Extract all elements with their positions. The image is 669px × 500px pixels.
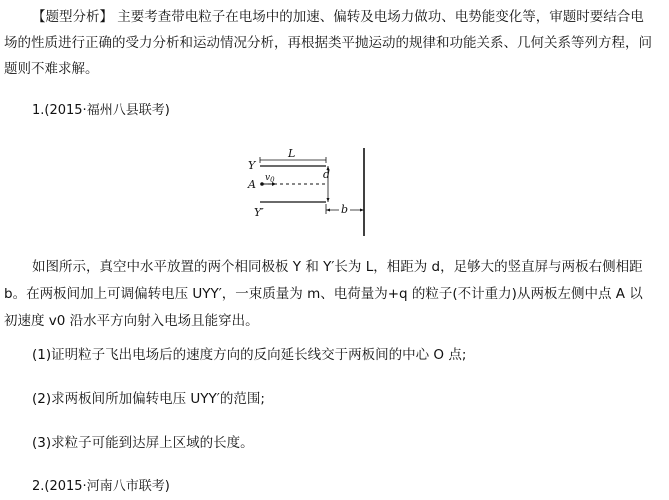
label-y-prime: Y′ — [254, 206, 264, 219]
intro-heading: 【题型分析】 — [32, 9, 113, 25]
label-y: Y — [248, 159, 256, 172]
deflection-plates-diagram — [232, 140, 392, 240]
label-b: b — [341, 203, 349, 216]
label-a: A — [248, 178, 256, 191]
intro-paragraph — [4, 4, 654, 82]
question-2-source: 2.(2015·河南八市联考) — [32, 479, 170, 494]
label-v0: $v_0$ — [265, 173, 275, 184]
label-d: d — [323, 168, 331, 181]
question-1-part-3: (3)求粒子可能到达屏上区域的长度。 — [32, 435, 254, 451]
question-1-part-1: (1)证明粒子飞出电场后的速度方向的反向延长线交于两板间的中心 O 点; — [32, 347, 467, 363]
question-1-part-2: (2)求两板间所加偏转电压 UYY′的范围; — [32, 391, 265, 407]
question-1-source: 1.(2015·福州八县联考) — [32, 103, 170, 118]
intro-text: 主要考查带电粒子在电场中的加速、偏转及电场力做功、电势能变化等，审题时要结合电场的性质进行正确的受力分析和运动情况分析，再根据类平抛运动的规律和功能关系、几何关系等列方程，问题则不难求解。 — [4, 9, 652, 77]
label-l: L — [288, 147, 296, 160]
question-1-body: 如图所示，真空中水平放置的两个相同极板 Y 和 Y′长为 L，相距为 d，足够大的竖直屏与两板右侧相距 b。在两板间加上可调偏转电压 UYY′，一束质量为 m、电荷量为+q 的粒子(不计重力)从两板左侧中点 A 以初速度 v0 沿水平方向射入电场且能穿出。 — [4, 259, 643, 329]
